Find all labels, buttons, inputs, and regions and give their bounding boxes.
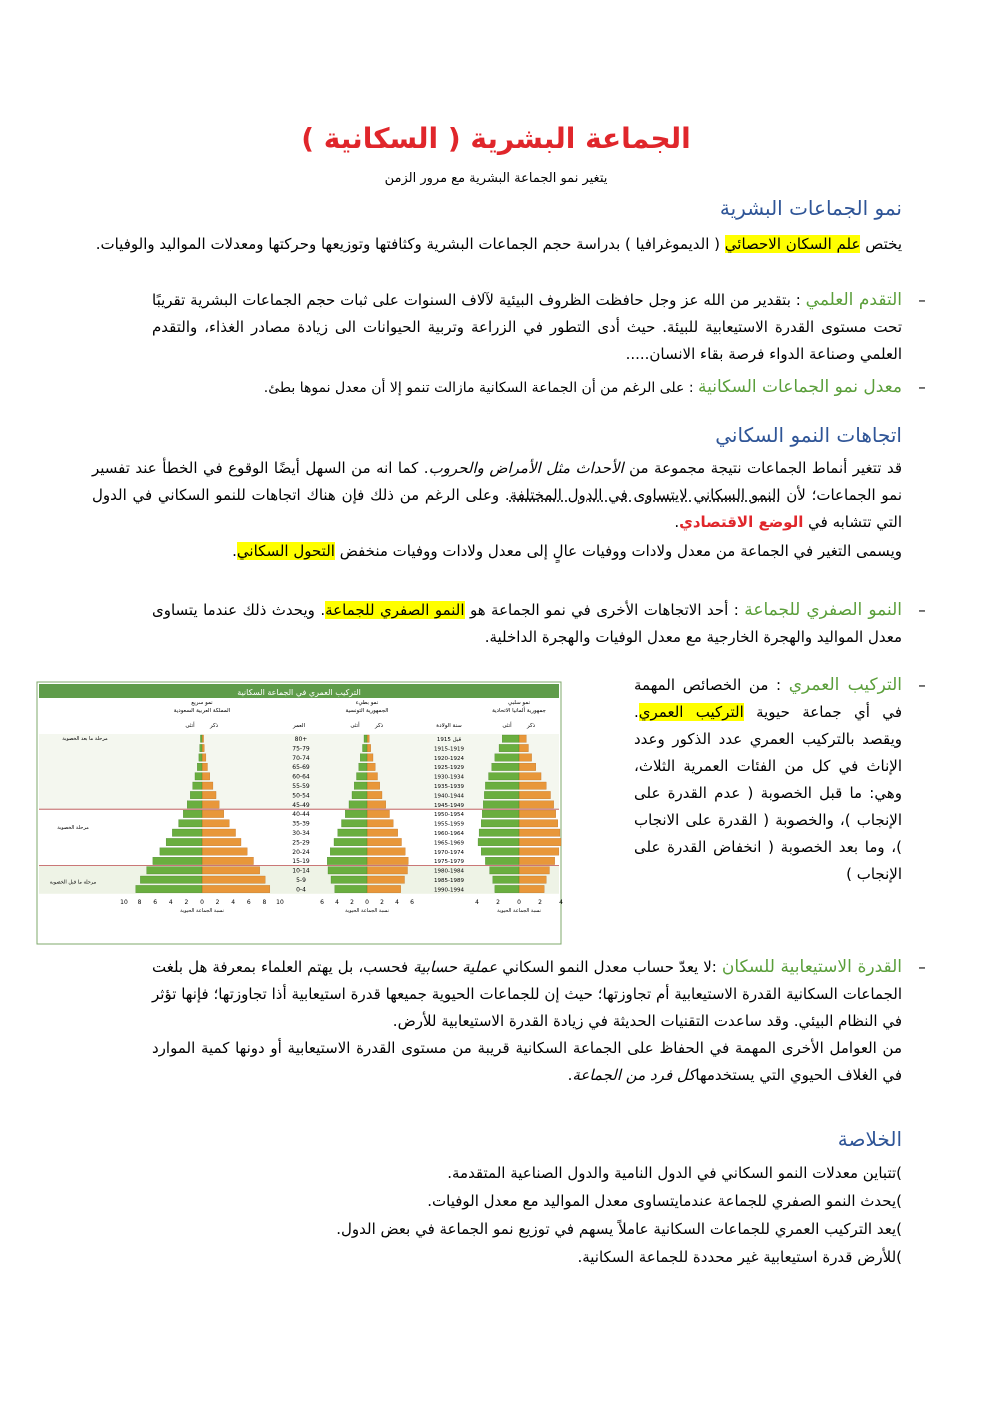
x-tick-label: 4: [559, 898, 563, 906]
pyramid-bar-male: [519, 810, 556, 817]
country-name-label: المملكة العربية السعودية: [173, 708, 231, 714]
capacity-text-a: :لا يعدّ حساب معدل النمو السكاني: [497, 958, 722, 976]
pyramid-bar-male: [367, 857, 408, 864]
bullet-dash: –: [918, 601, 926, 619]
pyramid-bar-female: [200, 735, 202, 742]
age-column-header: العمر: [292, 723, 306, 729]
birth-year-label: 1920-1924: [434, 755, 464, 762]
summary-item: )يعد التركيب العمري للجماعات السكانية عاملاً يسهم في توزيع نمو الجماعة في بعض الدول.: [336, 1220, 902, 1238]
pyramid-bar-female: [489, 773, 519, 780]
x-tick-label: 4: [168, 898, 173, 906]
pyramid-bar-female: [354, 782, 367, 789]
section-heading-summary: الخلاصة: [837, 1127, 902, 1151]
male-header: ذكر: [209, 723, 219, 729]
pyramid-bar-female: [327, 857, 367, 864]
pyramid-bar-male: [367, 791, 382, 798]
age-structure-text-b: . ويقصد بالتركيب العمري عدد الذكور وعدد الإناث في كل من الفئات العمرية الثلاث، وهي: ما قبل الخصوبة ( عدم القدرة على الإنجاب )، والخصوبة ( القدرة على الانجاب )، وما بعد الخصوبة ( انخفاض القدرة على الإنجاب ): [634, 703, 902, 883]
trends-text-b: . كما انه من السهل أيضًا الوقوع في الخطأ عند تفسير نمو الجماعات؛ لأن: [92, 459, 902, 504]
birth-year-label: 1970-1974: [434, 849, 464, 856]
pyramid-bar-male: [202, 773, 210, 780]
pyramid-bar-female: [147, 867, 202, 874]
pyramid-bar-male: [202, 791, 216, 798]
pyramid-bar-male: [202, 829, 236, 836]
pyramid-bar-male: [367, 754, 373, 761]
birth-year-label: 1980-1984: [434, 868, 464, 875]
age-tick-label: 25-29: [292, 839, 310, 847]
pyramid-bar-female: [349, 801, 367, 808]
x-tick-label: 6: [246, 898, 251, 906]
pyramid-bar-female: [484, 791, 519, 798]
pyramid-bar-female: [193, 782, 202, 789]
age-tick-label: 50-54: [292, 792, 310, 800]
highlight-age-structure: التركيب العمري: [638, 703, 744, 721]
pyramid-bar-female: [140, 876, 202, 883]
x-tick-label: 2: [350, 898, 354, 906]
pyramid-bar-male: [367, 810, 390, 817]
pyramid-bar-female: [342, 820, 368, 827]
pyramid-bar-male: [367, 773, 378, 780]
x-tick-label: 10: [120, 898, 128, 906]
pyramid-bar-female: [485, 782, 519, 789]
pyramid-bar-male: [519, 735, 526, 742]
male-header: ذكر: [374, 723, 384, 729]
age-structure-text-a: : من الخصائص المهمة في أي جماعة حيوية: [634, 676, 902, 721]
x-tick-label: 4: [395, 898, 399, 906]
pyramid-bar-male: [202, 763, 207, 770]
pyramid-bar-female: [490, 867, 519, 874]
x-tick-label: 10: [276, 898, 284, 906]
age-tick-label: 60-64: [292, 773, 310, 781]
pyramid-bar-male: [519, 829, 560, 836]
age-tick-label: 40-44: [292, 811, 310, 819]
x-tick-label: 2: [380, 898, 384, 906]
term-zero-growth: النمو الصفري للجماعة: [744, 600, 902, 620]
trends-italic-events: الأحداث مثل الأمراض والحروب: [428, 459, 624, 477]
trends-economic-status: الوضع الاقتصادي: [679, 513, 804, 531]
country-name-label: جمهورية ألمانيا الاتحادية: [492, 708, 546, 714]
pyramid-bar-male: [519, 857, 555, 864]
intro-post: ( الديموغرافيا ) بدراسة حجم الجماعات البشرية وكثافتها وتوزيعها وحركتها ومعدلات المواليد والوفيات.: [95, 235, 725, 253]
pyramid-bar-female: [200, 744, 202, 751]
pyramid-bar-female: [331, 876, 367, 883]
x-tick-label: 2: [496, 898, 500, 906]
x-tick-label: 2: [215, 898, 220, 906]
trends-paragraph: [92, 455, 902, 536]
section-heading-growth: نمو الجماعات البشرية: [719, 196, 902, 220]
trends-underlined: النمو السكاني لايتساوى في الدول المختلفة: [509, 486, 781, 504]
trends-text-c: . وعلى الرغم من ذلك فإن هناك اتجاهات للنمو السكاني في الدول التي تتشابه في: [92, 486, 902, 531]
bullet-growth-rate: [152, 374, 926, 402]
chart-title: التركيب العمري في الجماعة السكانية: [237, 688, 361, 697]
x-axis-label: نسبة الجماعة الحيوية: [345, 907, 389, 914]
pyramid-bar-male: [202, 810, 224, 817]
age-tick-label: 0-4: [296, 886, 306, 894]
summary-item: )يحدث النمو الصفري للجماعة عندمايتساوى معدل المواليد مع معدل الوفيات.: [427, 1192, 902, 1210]
pyramid-bar-male: [367, 801, 386, 808]
pyramid-bar-male: [202, 782, 213, 789]
pyramid-bar-male: [202, 876, 265, 883]
x-tick-label: 6: [153, 898, 158, 906]
term-age-structure: التركيب العمري: [788, 675, 902, 695]
stage-label: مرحلة ما قبل الخصوبة: [49, 879, 97, 886]
male-header: ذكر: [526, 723, 536, 729]
x-tick-label: 2: [184, 898, 189, 906]
pyramid-bar-female: [495, 885, 519, 892]
age-tick-label: 20-24: [292, 848, 310, 856]
birth-year-label: 1930-1934: [434, 774, 464, 781]
pyramid-bar-male: [519, 791, 551, 798]
pyramid-bar-female: [172, 829, 202, 836]
pyramid-bar-female: [183, 810, 202, 817]
pyramid-bar-male: [519, 744, 528, 751]
scientific-progress-text: : بتقدير من الله عز وجل حافظت الظروف البيئية لآلاف السنوات على ثبات حجم الجماعات البشرية تقريبًا تحت مستوى القدرة الاستيعابية للبيئة. حيث أدى التطور في الزراعة وتربية الحيوانات الى زيادة مصادر الغذاء، والتقدم العلمي وصناعة الدواء فرصة بقاء الانسان.....: [152, 291, 902, 363]
transition-text-b: .: [232, 542, 237, 560]
pyramid-bar-female: [136, 885, 202, 892]
pyramid-bar-male: [202, 885, 270, 892]
x-tick-label: 2: [538, 898, 542, 906]
pyramid-bar-female: [478, 838, 519, 845]
country-name-label: الجمهورية التونسية: [345, 708, 389, 714]
pyramid-bar-female: [359, 763, 367, 770]
age-tick-label: 15-19: [292, 858, 310, 866]
birth-year-label: 1935-1939: [434, 784, 464, 790]
x-tick-label: 8: [262, 898, 267, 906]
pyramid-bar-female: [364, 735, 367, 742]
term-scientific-progress: التقدم العلمي: [805, 290, 902, 310]
term-carrying-capacity: القدرة الاستيعابية للسكان: [721, 957, 902, 977]
pyramid-bar-male: [202, 735, 204, 742]
pyramid-bar-male: [202, 857, 253, 864]
pyramid-bar-male: [367, 876, 405, 883]
stage-label: مرحلة الخصوبة: [57, 825, 89, 832]
capacity-text-b: فحسب، بل يهتم العلماء بمعرفة هل بلغت الجماعات السكانية القدرة الاستيعابية أم تجاوزتها؛ حيث إن للجماعات الحيوية جميعها قدرة استيعابية أذا تجاوزتها؛ فإنها تؤثر في النظام البيئي. وقد ساعدت التقنيات الحديثة في زيادة القدرة الاستيعابية للأرض.: [152, 958, 902, 1030]
pyramid-bar-female: [195, 773, 202, 780]
capacity-italic-individual: كل فرد من الجماعة: [572, 1066, 696, 1084]
age-tick-label: 80+: [294, 736, 308, 743]
pyramid-bar-male: [367, 867, 408, 874]
pyramid-bar-female: [357, 773, 368, 780]
birth-year-label: قبل 1915: [436, 737, 462, 743]
birth-year-label: 1975-1979: [434, 859, 464, 866]
age-tick-label: 5-9: [296, 877, 306, 884]
highlight-demography: علم السكان الاحصائي: [724, 235, 861, 253]
birth-year-label: 1955-1959: [434, 821, 464, 828]
capacity-text-d: .: [567, 1066, 573, 1084]
demographic-transition-paragraph: [92, 538, 902, 565]
pyramid-bar-male: [367, 744, 371, 751]
birth-year-label: 1965-1969: [434, 840, 464, 847]
bullet-dash: –: [918, 676, 926, 694]
pyramid-bar-male: [519, 773, 541, 780]
bullet-age-structure: [634, 672, 926, 888]
bullet-carrying-capacity: [152, 954, 926, 1089]
trends-text-d: .: [674, 513, 680, 531]
age-tick-label: 70-74: [292, 754, 310, 762]
pyramid-bar-male: [519, 782, 546, 789]
x-tick-label: 0: [365, 898, 369, 906]
pyramid-bar-male: [519, 763, 536, 770]
growth-intro-paragraph: [92, 231, 902, 258]
country-growth-label: نمو سلبي: [508, 700, 530, 706]
pyramid-bar-female: [166, 838, 202, 845]
pyramid-bar-female: [328, 867, 367, 874]
bullet-scientific-progress: [152, 287, 926, 368]
pyramid-bar-female: [179, 820, 202, 827]
pyramid-bar-female: [197, 763, 202, 770]
pyramid-bar-male: [519, 838, 561, 845]
x-tick-label: 0: [517, 898, 521, 906]
age-tick-label: 45-49: [292, 801, 310, 809]
pyramid-bar-female: [481, 848, 519, 855]
pyramid-bar-male: [202, 820, 229, 827]
pyramid-bar-male: [202, 801, 219, 808]
birth-year-label: 1950-1954: [434, 812, 464, 819]
intro-pre: يختص: [860, 235, 902, 253]
x-tick-label: 4: [335, 898, 339, 906]
age-tick-label: 30-34: [292, 830, 310, 837]
pyramid-bar-male: [519, 754, 532, 761]
age-tick-label: 75-79: [292, 745, 310, 753]
zero-growth-text-b: . ويحدث ذلك عندما يتساوى معدل المواليد والهجرة الخارجية مع معدل الوفيات والهجرة الداخلية.: [152, 601, 902, 646]
birth-column-header: سنة الولادة: [436, 723, 462, 729]
x-axis-label: نسبة الجماعة الحيوية: [497, 907, 541, 914]
country-growth-label: نمو بطيء: [355, 700, 379, 706]
bullet-zero-growth: [152, 597, 926, 651]
section-heading-trends: اتجاهات النمو السكاني: [715, 423, 902, 447]
female-header: أنثى: [502, 723, 512, 729]
country-growth-label: نمو سريع: [191, 700, 213, 706]
pyramid-bar-female: [338, 829, 367, 836]
pyramid-bar-female: [482, 810, 519, 817]
capacity-text-c: من العوامل الأخرى المهمة في الحفاظ على الجماعة السكانية قريبة من مستوى القدرة الاستيعابية أو دونها كمية الموارد في الغلاف الحيوي التي يستخدمها: [152, 1039, 902, 1084]
birth-year-label: 1915-1919: [434, 746, 464, 753]
x-axis-label: نسبة الجماعة الحيوية: [180, 907, 224, 914]
pyramid-bar-female: [334, 838, 367, 845]
age-structure-chart: [37, 682, 561, 944]
birth-year-label: 1925-1929: [434, 765, 464, 772]
bullet-dash: –: [918, 291, 926, 309]
x-tick-label: 4: [475, 898, 479, 906]
pyramid-bar-female: [499, 744, 519, 751]
pyramid-bar-female: [363, 744, 368, 751]
pyramid-bar-male: [367, 820, 393, 827]
female-header: أنثى: [350, 723, 360, 729]
birth-year-label: 1990-1994: [434, 887, 464, 894]
pyramid-bar-male: [367, 885, 401, 892]
summary-item: )تتباين معدلات النمو السكاني في الدول النامية والدول الصناعية المتقدمة.: [447, 1164, 902, 1182]
pyramid-bar-male: [367, 848, 405, 855]
bullet-dash: –: [918, 378, 926, 396]
pyramid-bar-male: [367, 829, 398, 836]
page-title: الجماعة البشرية ( السكانية ): [301, 122, 691, 155]
pyramid-bar-male: [367, 782, 380, 789]
x-tick-label: 6: [410, 898, 414, 906]
pyramid-bar-male: [519, 867, 549, 874]
pyramid-bar-female: [190, 791, 202, 798]
term-growth-rate: معدل نمو الجماعات السكانية: [698, 377, 902, 397]
pyramid-bar-male: [519, 820, 558, 827]
x-tick-label: 8: [137, 898, 142, 906]
age-tick-label: 10-14: [292, 867, 310, 875]
pyramid-bar-female: [352, 791, 367, 798]
page-subtitle: يتغير نمو الجماعة البشرية مع مرور الزمن: [384, 171, 608, 186]
birth-year-label: 1985-1989: [434, 878, 464, 884]
pyramid-bar-male: [367, 763, 375, 770]
pyramid-bar-female: [483, 801, 519, 808]
growth-rate-text: : على الرغم من أن الجماعة السكانية مازالت تنمو إلا أن معدل نموها بطئ.: [263, 380, 699, 396]
pyramid-bar-female: [153, 857, 202, 864]
pyramid-bar-female: [485, 857, 519, 864]
x-tick-label: 4: [231, 898, 236, 906]
pyramid-bar-female: [492, 763, 519, 770]
pyramid-bar-male: [519, 876, 546, 883]
pyramid-bar-female: [479, 829, 519, 836]
birth-year-label: 1945-1949: [434, 802, 464, 809]
pyramid-bar-female: [481, 820, 519, 827]
pyramid-bar-female: [187, 801, 202, 808]
pyramid-bar-female: [199, 754, 202, 761]
pyramid-bar-male: [367, 838, 402, 845]
pyramid-bar-male: [519, 801, 554, 808]
birth-year-label: 1960-1964: [434, 831, 464, 837]
pyramid-bar-female: [330, 848, 367, 855]
capacity-italic-calc: عملية حسابية: [413, 958, 498, 976]
age-tick-label: 55-59: [292, 783, 310, 790]
pyramid-bar-female: [495, 754, 519, 761]
pyramid-bar-female: [502, 735, 519, 742]
pyramid-bar-female: [160, 848, 202, 855]
transition-text-a: ويسمى التغير في الجماعة من معدل ولادات ووفيات عالٍ إلى معدل ولادات ووفيات منخفض: [334, 542, 902, 560]
female-header: أنثى: [185, 723, 195, 729]
pyramid-bar-male: [519, 848, 559, 855]
pyramid-bar-male: [202, 754, 206, 761]
pyramid-bar-male: [367, 735, 369, 742]
age-tick-label: 65-69: [292, 764, 310, 772]
trends-text-a: قد تتغير أنماط الجماعات نتيجة مجموعة من: [623, 459, 902, 477]
pyramid-bar-male: [202, 838, 241, 845]
x-tick-label: 0: [200, 898, 204, 906]
age-tick-label: 35-39: [292, 820, 310, 828]
pyramid-bar-female: [493, 876, 519, 883]
x-tick-label: 6: [320, 898, 324, 906]
pyramid-bar-male: [202, 867, 260, 874]
zero-growth-text-a: : أحد الاتجاهات الأخرى في نمو الجماعة هو: [464, 601, 745, 619]
pyramid-bar-female: [335, 885, 367, 892]
pyramid-bar-female: [360, 754, 367, 761]
highlight-zero-growth: النمو الصفري للجماعة: [325, 601, 465, 619]
pyramid-bar-male: [519, 885, 544, 892]
bullet-dash: –: [918, 958, 926, 976]
highlight-transition: التحول السكاني: [236, 542, 335, 560]
pyramid-bar-male: [202, 744, 204, 751]
birth-year-label: 1940-1944: [434, 793, 464, 800]
pyramid-bar-female: [345, 810, 367, 817]
pyramid-bar-male: [202, 848, 247, 855]
stage-label: مرحلة ما بعد الخصوبة: [62, 736, 108, 742]
summary-item: )للأرض قدرة استيعابية غير محددة للجماعة السكانية.: [577, 1248, 902, 1266]
